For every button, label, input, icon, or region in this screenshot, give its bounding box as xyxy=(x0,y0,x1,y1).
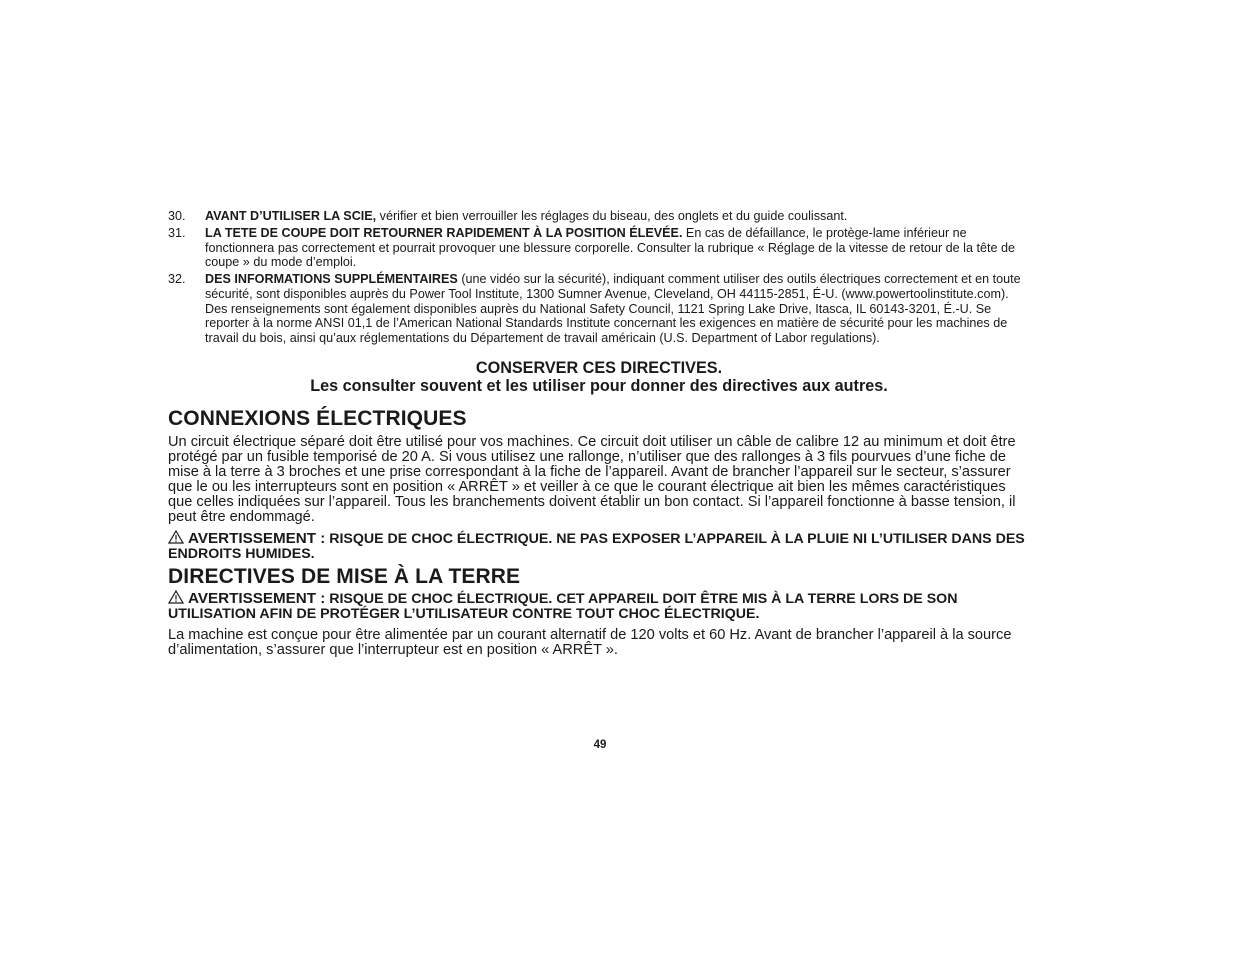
item-number: 30. xyxy=(168,209,186,223)
item-text: (une vidéo sur la sécurité), indiquant comment utiliser des outils électriques correctement et en toute sécurité, sont disponibles auprès du Power Tool Institute, 1300 Sumner Avenue, Cleveland, OH 44115-2851, É-U. (www.powertoolinstitute.com). Des renseignements sont également disponibles auprès du National Safety Council, 1121 Spring Lake Drive, Itasca, IL 60143-3201, É.-U. Se reporter à la norme ANSI 01,1 de l’American National Standards Institute concernant les exigences en matière de sécurité pour les machines de travail du bois, ainsi qu’aux réglementations du Département de travail américain (U.S. Department of Labor regulations). xyxy=(205,272,1021,345)
electrical-warning xyxy=(168,530,1030,563)
item-text: En cas de défaillance, le protège-lame inférieur ne fonctionnera pas correctement et pourrait provoquer une blessure corporelle. Consulter la rubrique « Réglage de la vitesse de retour de la tête de coupe » du mode d’emploi. xyxy=(205,225,1015,270)
warning-label: AVERTISSEMENT : xyxy=(188,530,326,547)
list-item xyxy=(168,226,1030,270)
save-instructions-line2: Les consulter souvent et les utiliser pour donner des directives aux autres. xyxy=(310,376,888,395)
warning-triangle-icon xyxy=(168,530,184,544)
list-item xyxy=(168,272,1030,346)
list-item xyxy=(168,209,1030,224)
item-number: 32. xyxy=(168,272,186,287)
save-instructions-banner xyxy=(168,360,1030,395)
warning-text: RISQUE DE CHOC ÉLECTRIQUE. CET APPAREIL DOIT ÊTRE MIS À LA TERRE LORS DE SON UTILISATION AFIN DE PROTÉGER L’UTILISATEUR CONTRE TOUT CHOC ÉLECTRIQUE. xyxy=(168,591,958,623)
section-title-connexions: CONNEXIONS ÉLECTRIQUES xyxy=(168,407,467,430)
page-number: 49 xyxy=(593,739,607,751)
item-heading: AVANT D’UTILISER LA SCIE, xyxy=(205,209,377,223)
grounding-paragraph: La machine est conçue pour être alimentée par un courant alternatif de 120 volts et 60 Hz. Avant de brancher l’appareil à la source d’alimentation, s’assurer que l’interrupteur est en position « ARRÊT ». xyxy=(168,627,1012,658)
warning-triangle-icon xyxy=(168,590,184,604)
grounding-warning xyxy=(168,590,1030,623)
warning-text: RISQUE DE CHOC ÉLECTRIQUE. NE PAS EXPOSER L’APPAREIL À LA PLUIE NI L’UTILISER DANS DES ENDROITS HUMIDES. xyxy=(168,531,1025,563)
connexions-paragraph: Un circuit électrique séparé doit être utilisé pour vos machines. Ce circuit doit utiliser un câble de calibre 12 au minimum et doit être protégé par un fusible temporisé de 20 A. Si vous utilisez une rallonge, n’utiliser que des rallonges à 3 fils pourvues d’une fiche de mise à la terre à 3 broches et une prise correspondant à la fiche de l’appareil. Avant de brancher l’appareil sur le secteur, s’assurer que le ou les interrupteurs sont en position « ARRÊT » et veiller à ce que le courant électrique ait bien les mêmes caractéristiques que celles indiquées sur l’appareil. Tous les branchements doivent établir un bon contact. Si l’appareil fonctionne à basse tension, il peut être endommagé. xyxy=(168,434,1016,525)
item-heading: LA TETE DE COUPE DOIT RETOURNER RAPIDEMENT À LA POSITION ÉLEVÉE. xyxy=(205,225,683,240)
item-heading: DES INFORMATIONS SUPPLÉMENTAIRES xyxy=(205,272,458,287)
section-title-grounding: DIRECTIVES DE MISE À LA TERRE xyxy=(168,565,521,588)
item-number: 31. xyxy=(168,225,186,240)
save-instructions-line1: CONSERVER CES DIRECTIVES. xyxy=(475,359,723,377)
item-text: vérifier et bien verrouiller les réglages du biseau, des onglets et du guide coulissant. xyxy=(376,209,848,223)
safety-rules-list xyxy=(168,209,1030,348)
warning-label: AVERTISSEMENT : xyxy=(188,590,326,607)
